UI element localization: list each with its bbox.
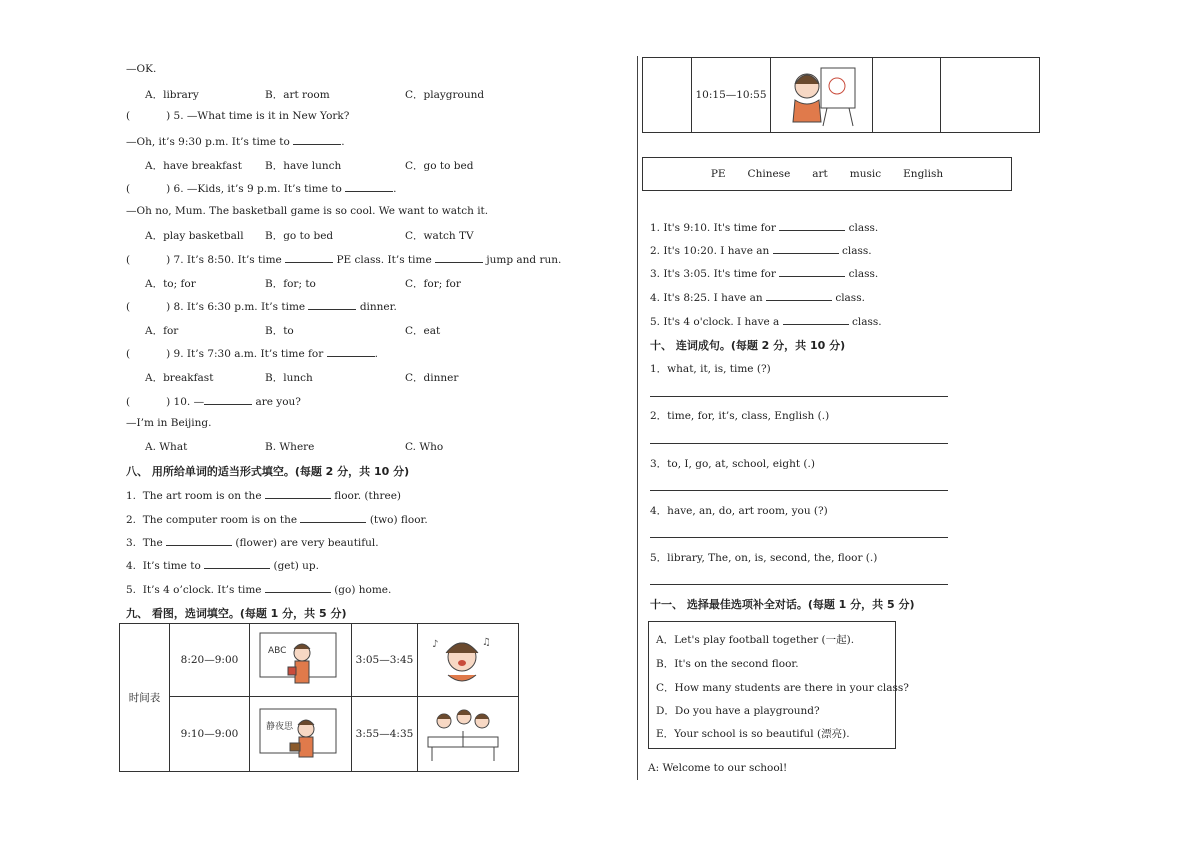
boy-painting-picture [771, 60, 867, 130]
blank[interactable] [345, 181, 393, 192]
page-divider [637, 56, 638, 780]
blank[interactable] [265, 488, 331, 499]
answer-line[interactable] [650, 396, 948, 397]
reorder-item: 4．have, an, do, art room, you (?) [650, 505, 828, 517]
option-b[interactable]: B．for; to [265, 278, 316, 290]
word-bank-item[interactable]: PE [710, 168, 726, 180]
timetable-cell [873, 58, 941, 133]
section-8-item: 5. It’s 4 o’clock. It’s time (go) home. [126, 584, 392, 596]
ok-line: —OK. [126, 63, 157, 75]
blank[interactable] [766, 290, 832, 301]
option-b[interactable]: B．have lunch [265, 160, 342, 172]
blank[interactable] [308, 299, 356, 310]
girl-singing-picture [418, 627, 508, 693]
blank[interactable] [783, 314, 849, 325]
section-8-item: 2. The computer room is on the (two) floor. [126, 514, 428, 526]
option-a[interactable]: A．play basketball [145, 230, 244, 242]
kids-table-tennis-picture [418, 697, 519, 772]
option-a[interactable]: A．for [145, 325, 179, 337]
timetable-time: 10:15—10:55 [692, 58, 771, 133]
blank[interactable] [779, 266, 845, 277]
timetable [119, 623, 519, 772]
blank[interactable] [285, 252, 333, 263]
reorder-item: 1．what, it, is, time (?) [650, 363, 771, 375]
option-c[interactable]: C．for; for [405, 278, 461, 290]
blank[interactable] [265, 582, 331, 593]
blank[interactable] [327, 346, 375, 357]
blank[interactable] [166, 535, 232, 546]
answer-line[interactable] [650, 584, 948, 585]
timetable-time: 3:05—3:45 [352, 624, 418, 697]
answer-line[interactable] [650, 490, 948, 491]
choices-box [648, 621, 909, 749]
choice-item[interactable]: E．Your school is so beautiful (漂亮). [656, 728, 850, 740]
blank[interactable] [773, 243, 839, 254]
timetable-continued [642, 57, 1040, 133]
reorder-item: 3．to, I, go, at, school, eight (.) [650, 458, 815, 470]
timetable-time: 3:55—4:35 [352, 697, 418, 772]
fill-item: 4. It's 8:25. I have an class. [650, 292, 865, 304]
timetable-cell [941, 58, 1040, 133]
timetable-time: 9:10—9:00 [170, 697, 250, 772]
blank[interactable] [204, 394, 252, 405]
option-a[interactable]: A. What [145, 441, 188, 453]
section-9-title: 九、 看图，选词填空。(每题 1 分，共 5 分) [126, 607, 347, 620]
option-a[interactable]: A．library [145, 89, 199, 101]
timetable-time: 8:20—9:00 [170, 624, 250, 697]
boy-painting-picture [771, 58, 873, 133]
word-bank-item[interactable]: English [903, 168, 944, 180]
board-text: ABC [268, 646, 287, 656]
question-6: ( ) 6. —Kids, it’s 9 p.m. It’s time to . [126, 183, 397, 195]
question-5-answer: —Oh, it’s 9:30 p.m. It’s time to . [126, 136, 345, 148]
word-bank [642, 157, 1012, 191]
option-c[interactable]: C．playground [405, 89, 485, 101]
reorder-item: 2．time, for, it’s, class, English (.) [650, 410, 830, 422]
section-8-title: 八、 用所给单词的适当形式填空。(每题 2 分，共 10 分) [126, 465, 410, 478]
reorder-item: 5．library, The, on, is, second, the, floor (.) [650, 552, 878, 564]
option-b[interactable]: B．lunch [265, 372, 313, 384]
choice-item[interactable]: C．How many students are there in your class? [656, 682, 909, 694]
blank[interactable] [300, 512, 366, 523]
answer-line[interactable] [650, 443, 948, 444]
teacher-chinese-picture [250, 697, 352, 772]
word-bank-item[interactable]: art [812, 168, 828, 180]
choice-item[interactable]: D．Do you have a playground? [656, 705, 820, 717]
blank[interactable] [435, 252, 483, 263]
fill-item: 3. It's 3:05. It's time for class. [650, 268, 879, 280]
timetable-cell [643, 58, 692, 133]
section-11-title: 十一、 选择最佳选项补全对话。(每题 1 分，共 5 分) [650, 598, 915, 611]
fill-item: 5. It's 4 o'clock. I have a class. [650, 316, 882, 328]
option-c[interactable]: C. Who [405, 441, 444, 453]
teacher-abc-picture [250, 627, 346, 693]
option-b[interactable]: B．to [265, 325, 294, 337]
question-8: ( ) 8. It’s 6:30 p.m. It’s time dinner. [126, 301, 397, 313]
option-a[interactable]: A．breakfast [145, 372, 214, 384]
question-7: ( ) 7. It’s 8:50. It’s time PE class. It’s time jump and run. [126, 254, 562, 266]
question-6-line2: —Oh no, Mum. The basketball game is so cool. We want to watch it. [126, 205, 489, 217]
fill-item: 2. It's 10:20. I have an class. [650, 245, 872, 257]
option-b[interactable]: B. Where [265, 441, 315, 453]
section-8-item: 1. The art room is on the floor. (three) [126, 490, 402, 502]
option-c[interactable]: C．watch TV [405, 230, 474, 242]
blank[interactable] [779, 220, 845, 231]
option-c[interactable]: C．dinner [405, 372, 459, 384]
kids-table-tennis-picture [418, 701, 508, 767]
question-10-line2: —I’m in Beijing. [126, 417, 212, 429]
option-b[interactable]: B．art room [265, 89, 330, 101]
word-bank-item[interactable]: music [849, 168, 882, 180]
fill-item: 1. It's 9:10. It's time for class. [650, 222, 879, 234]
dialogue-line: A: Welcome to our school! [648, 762, 788, 774]
choice-item[interactable]: A．Let's play football together (一起). [656, 634, 855, 646]
section-8-item: 4. It’s time to (get) up. [126, 560, 319, 572]
blank[interactable] [293, 134, 341, 145]
girl-singing-picture [418, 624, 519, 697]
blank[interactable] [204, 558, 270, 569]
teacher-abc-picture [250, 624, 352, 697]
option-c[interactable]: C．go to bed [405, 160, 474, 172]
answer-line[interactable] [650, 537, 948, 538]
timetable-label: 时间表 [120, 624, 170, 772]
choice-item[interactable]: B．It's on the second floor. [656, 658, 799, 670]
svg-text:♫: ♫ [482, 637, 491, 648]
word-bank-item[interactable]: Chinese [747, 168, 791, 180]
board-text: 静夜思 [266, 722, 294, 732]
option-b[interactable]: B．go to bed [265, 230, 334, 242]
question-9: ( ) 9. It’s 7:30 a.m. It’s time for . [126, 348, 378, 360]
section-8-item: 3. The (flower) are very beautiful. [126, 537, 379, 549]
question-10: ( ) 10. — are you? [126, 396, 301, 408]
section-10-title: 十、 连词成句。(每题 2 分，共 10 分) [650, 339, 846, 352]
question-5: ( ) 5. —What time is it in New York? [126, 110, 350, 122]
option-a[interactable]: A．to; for [145, 278, 196, 290]
option-c[interactable]: C．eat [405, 325, 441, 337]
svg-text:♪: ♪ [432, 639, 439, 650]
teacher-chinese-picture [250, 701, 346, 767]
option-a[interactable]: A．have breakfast [145, 160, 242, 172]
